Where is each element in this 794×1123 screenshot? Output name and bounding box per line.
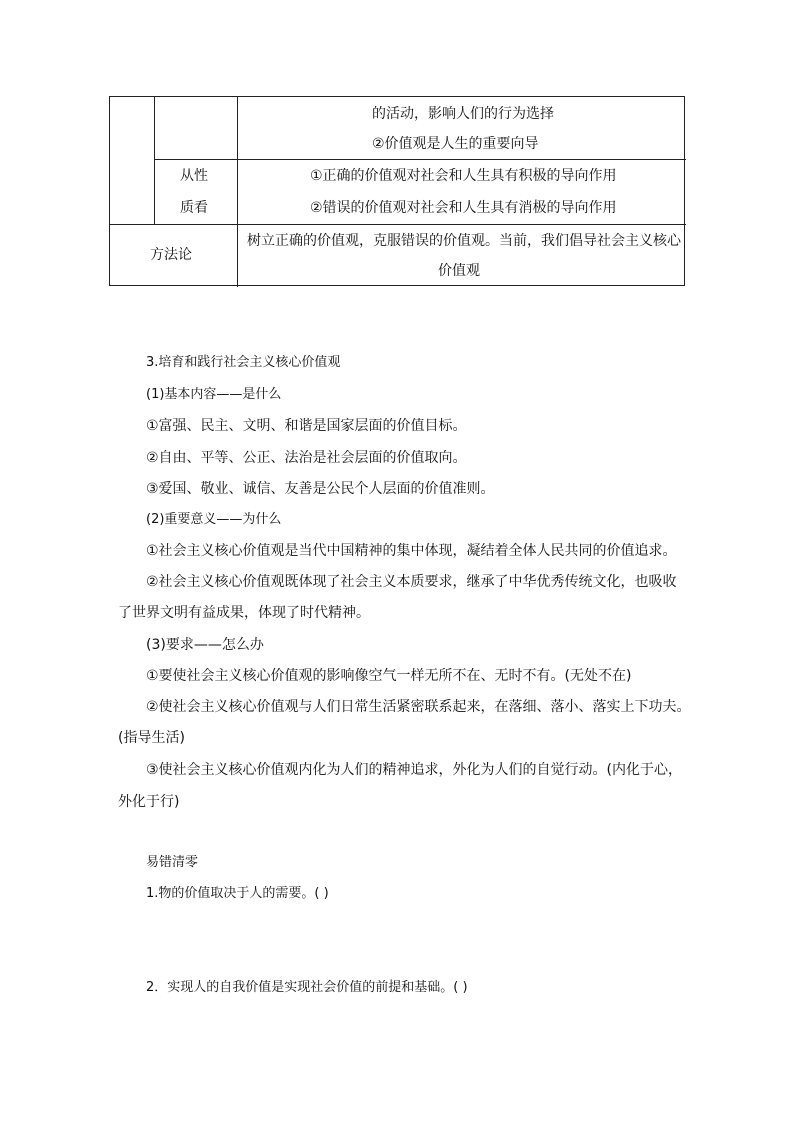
section3-item8-line1: ③使社会主义核心价值观内化为人们的精神追求，外化为人们的自觉行动。(内化于心， (146, 762, 683, 778)
section3-item7-line1: ②使社会主义核心价值观与人们日常生活紧密联系起来，在落细、落小、落实上下功夫。 (146, 699, 691, 715)
table-row3-right-line2: 价值观 (438, 263, 480, 279)
section3-title: 3.培育和践行社会主义核心价值观 (146, 355, 341, 370)
table-row3-right-line1: 树立正确的价值观，克服错误的价值观。当前，我们倡导社会主义核心 (247, 233, 681, 249)
table-row2-right-line1: ①正确的价值观对社会和人生具有积极的导向作用 (310, 168, 617, 184)
table-divider-horizontal-2 (110, 224, 686, 225)
section3-item5-line2: 了世界文明有益成果，体现了时代精神。 (118, 605, 370, 621)
table-row1-line1: 的活动，影响人们的行为选择 (372, 106, 554, 122)
table-row2-right-line2: ②错误的价值观对社会和人生具有消极的导向作用 (310, 200, 617, 216)
section3-item2: ②自由、平等、公正、法治是社会层面的价值取向。 (146, 450, 467, 466)
section3-sub2: (2)重要意义——为什么 (146, 512, 282, 527)
table-row2-left-line2: 质看 (180, 200, 208, 216)
table-row2-left-line1: 从性 (180, 168, 208, 184)
table-divider-vertical-1 (154, 97, 155, 224)
errors-q1: 1.物的价值取决于人的需要。( ) (146, 886, 329, 901)
section3-item3: ③爱国、敬业、诚信、友善是公民个人层面的价值准则。 (146, 481, 495, 497)
errors-title: 易错清零 (146, 855, 199, 870)
errors-q2: 2．实现人的自我价值是实现社会价值的前提和基础。( ) (146, 980, 468, 995)
table-row3-left: 方法论 (150, 247, 192, 263)
table-divider-horizontal-1 (154, 159, 686, 160)
section3-item6: ①要使社会主义核心价值观的影响像空气一样无所不在、无时不有。(无处不在) (146, 668, 632, 684)
section3-item7-line2: (指导生活) (118, 730, 185, 746)
section3-item5-line1: ②社会主义核心价值观既体现了社会主义本质要求，继承了中华优秀传统文化，也吸收 (146, 574, 677, 590)
section3-sub1: (1)基本内容——是什么 (146, 387, 282, 402)
section3-item4: ①社会主义核心价值观是当代中国精神的集中体现，凝结着全体人民共同的价值追求。 (146, 543, 677, 559)
section3-item8-line2: 外化于行) (118, 794, 180, 810)
value-table (109, 96, 685, 286)
table-divider-vertical-2 (237, 97, 238, 287)
table-row1-line2: ②价值观是人生的重要向导 (372, 136, 539, 152)
section3-item1: ①富强、民主、文明、和谐是国家层面的价值目标。 (146, 418, 467, 434)
section3-sub3: (3)要求——怎么办 (146, 637, 264, 653)
